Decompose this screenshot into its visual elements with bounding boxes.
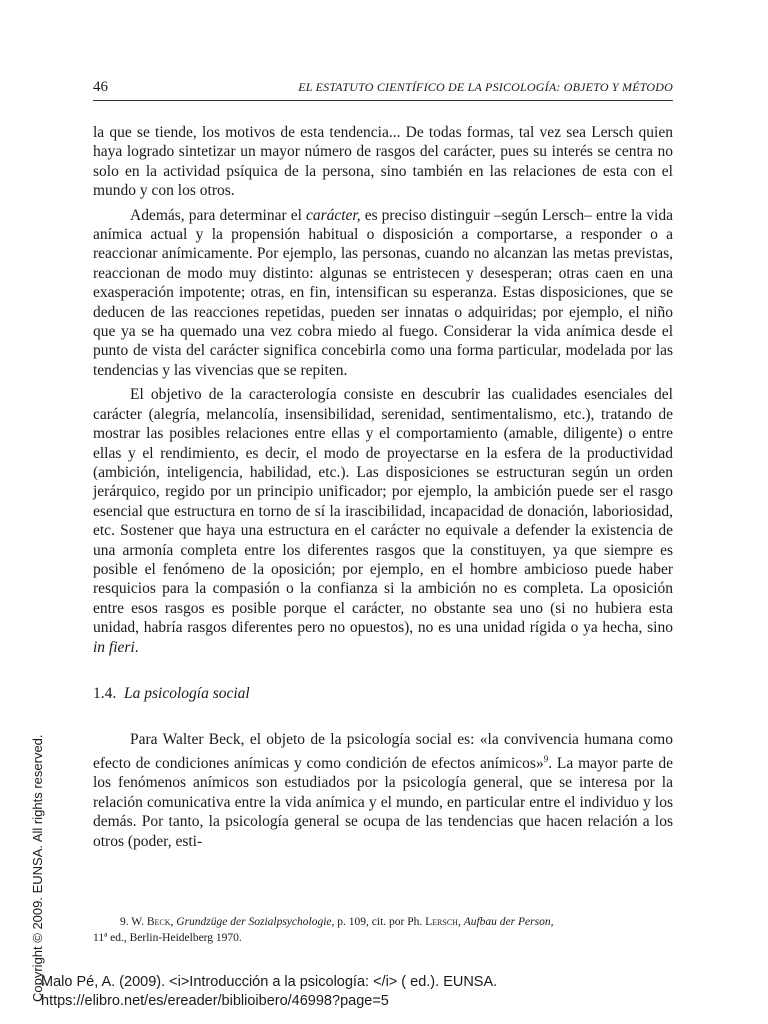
paragraph-3: El objetivo de la caracterología consiste en descubrir las cualidades esenciales del carácter (alegría, melancolía, insensibilidad, serenidad, sentimentalismo, etc.), tratando de mostrar las posibles relaciones entre ellas y el comportamiento (amable, diligente) o entre ellas y el rendimiento, es decir, el modo de proyectarse en la esfera de la productividad (ambición, inteligencia, habilidad, etc.). Las disposiciones se estructuran según un orden jerárquico, regido por un principio unificador; por ejemplo, la ambición puede ser el rasgo esencial que estructura en torno de sí la irascibilidad, incapacidad de donación, laboriosidad, etc. Sostener que haya una estructura en el carácter no equivale a defender la existencia de una armonía completa entre los diferentes rasgos que la constituyen, ya que siempre es posible el fenómeno de la oposición; por ejemplo, en el hombre ambicioso puede haber resquicios para la compasión o la confianza si la ambición no es completa. La oposición entre esos rasgos es posible porque el carácter, no obstante sea uno (si no hubiera esta unidad, habría rasgos diferentes pero no opuestos), no es una unidad rígida o ya hecha, sino in fieri. [93,386,673,656]
section-number: 1.4. [93,684,117,702]
body-text [93,123,673,856]
footnote-ref: 9 [543,753,549,764]
running-head: EL ESTATUTO CIENTÍFICO DE LA PSICOLOGÍA: OBJETO Y MÉTODO [298,80,673,94]
side-copyright-notice: Copyright © 2009. EUNSA. All rights reserved. [30,734,45,1002]
citation-footer: Malo Pé, A. (2009). <i>Introducción a la psicología: </i> ( ed.). EUNSA. https://elibro.net/es/ereader/biblioibero/46998?page=5 [41,974,498,1009]
footnote: 9. W. Beck, Grundzüge der Sozialpsychologie, p. 109, cit. por Ph. Lersch, Aufbau der Person, 11ª ed., Berlin-Heidelberg 1970. [93,914,673,946]
footnote-author: Beck [146,916,171,928]
emphasis-in-fieri: in fieri [93,638,135,656]
page-header [93,79,673,99]
footnote-title: Grundzüge der Sozialpsychologie [176,916,332,928]
paragraph-2: Además, para determinar el carácter, es preciso distinguir –según Lersch– entre la vida anímica actual y la propensión habitual o disposición a comportarse, a responder o a reaccionar anímicamente. Por ejemplo, las personas, cuando no alcanzan las metas previstas, reaccionan de modo muy distinto: algunas se entristecen y desesperan; otras caen en una exasperación impotente; otras, en fin, intensifican su esperanza. Estas disposiciones, que se deducen de las reacciones repetidas, pueden ser innatas o adquiridas; por ejemplo, el niño que ya se ha quemado una vez cobra miedo al fuego. Considerar la vida anímica desde el punto de vista del carácter significa concebirla como una forma particular, modelada por las tendencias y las vivencias que se repiten. [93,206,673,379]
emphasis-caracter: carácter, [305,206,361,224]
footnote-line-2: 11ª ed., Berlin-Heidelberg 1970. [93,932,242,944]
footnote-author-2: Lersch [425,916,458,928]
page-number: 46 [93,79,108,95]
footnote-number: 9. [120,916,129,928]
paragraph-4: Para Walter Beck, el objeto de la psicología social es: «la convivencia humana como efecto de condiciones anímicas y como condición de efectos anímicos»$^9$. La mayor parte de los fenómenos anímicos son estudiados por la psicología general, que se interesa por la relación comunicativa entre la vida anímica y el mundo, en particular entre el individuo y los demás. Por tanto, la psicología general se ocupa de las tendencias que hacen relación a los otros (poder, esti- [93,731,673,850]
header-rule [93,100,673,101]
section-heading [93,684,673,703]
footnote-title-2: Aufbau der Person, [463,916,554,928]
paragraph-1: la que se tiende, los motivos de esta tendencia... De todas formas, tal vez sea Lersch quien haya logrado sintetizar un mayor número de rasgos del carácter, pues su interés se centra no solo en la actividad psíquica de la persona, sino también en las relaciones de esta con el mundo y con los otros. [93,124,673,200]
section-title: La psicología social [124,684,250,702]
